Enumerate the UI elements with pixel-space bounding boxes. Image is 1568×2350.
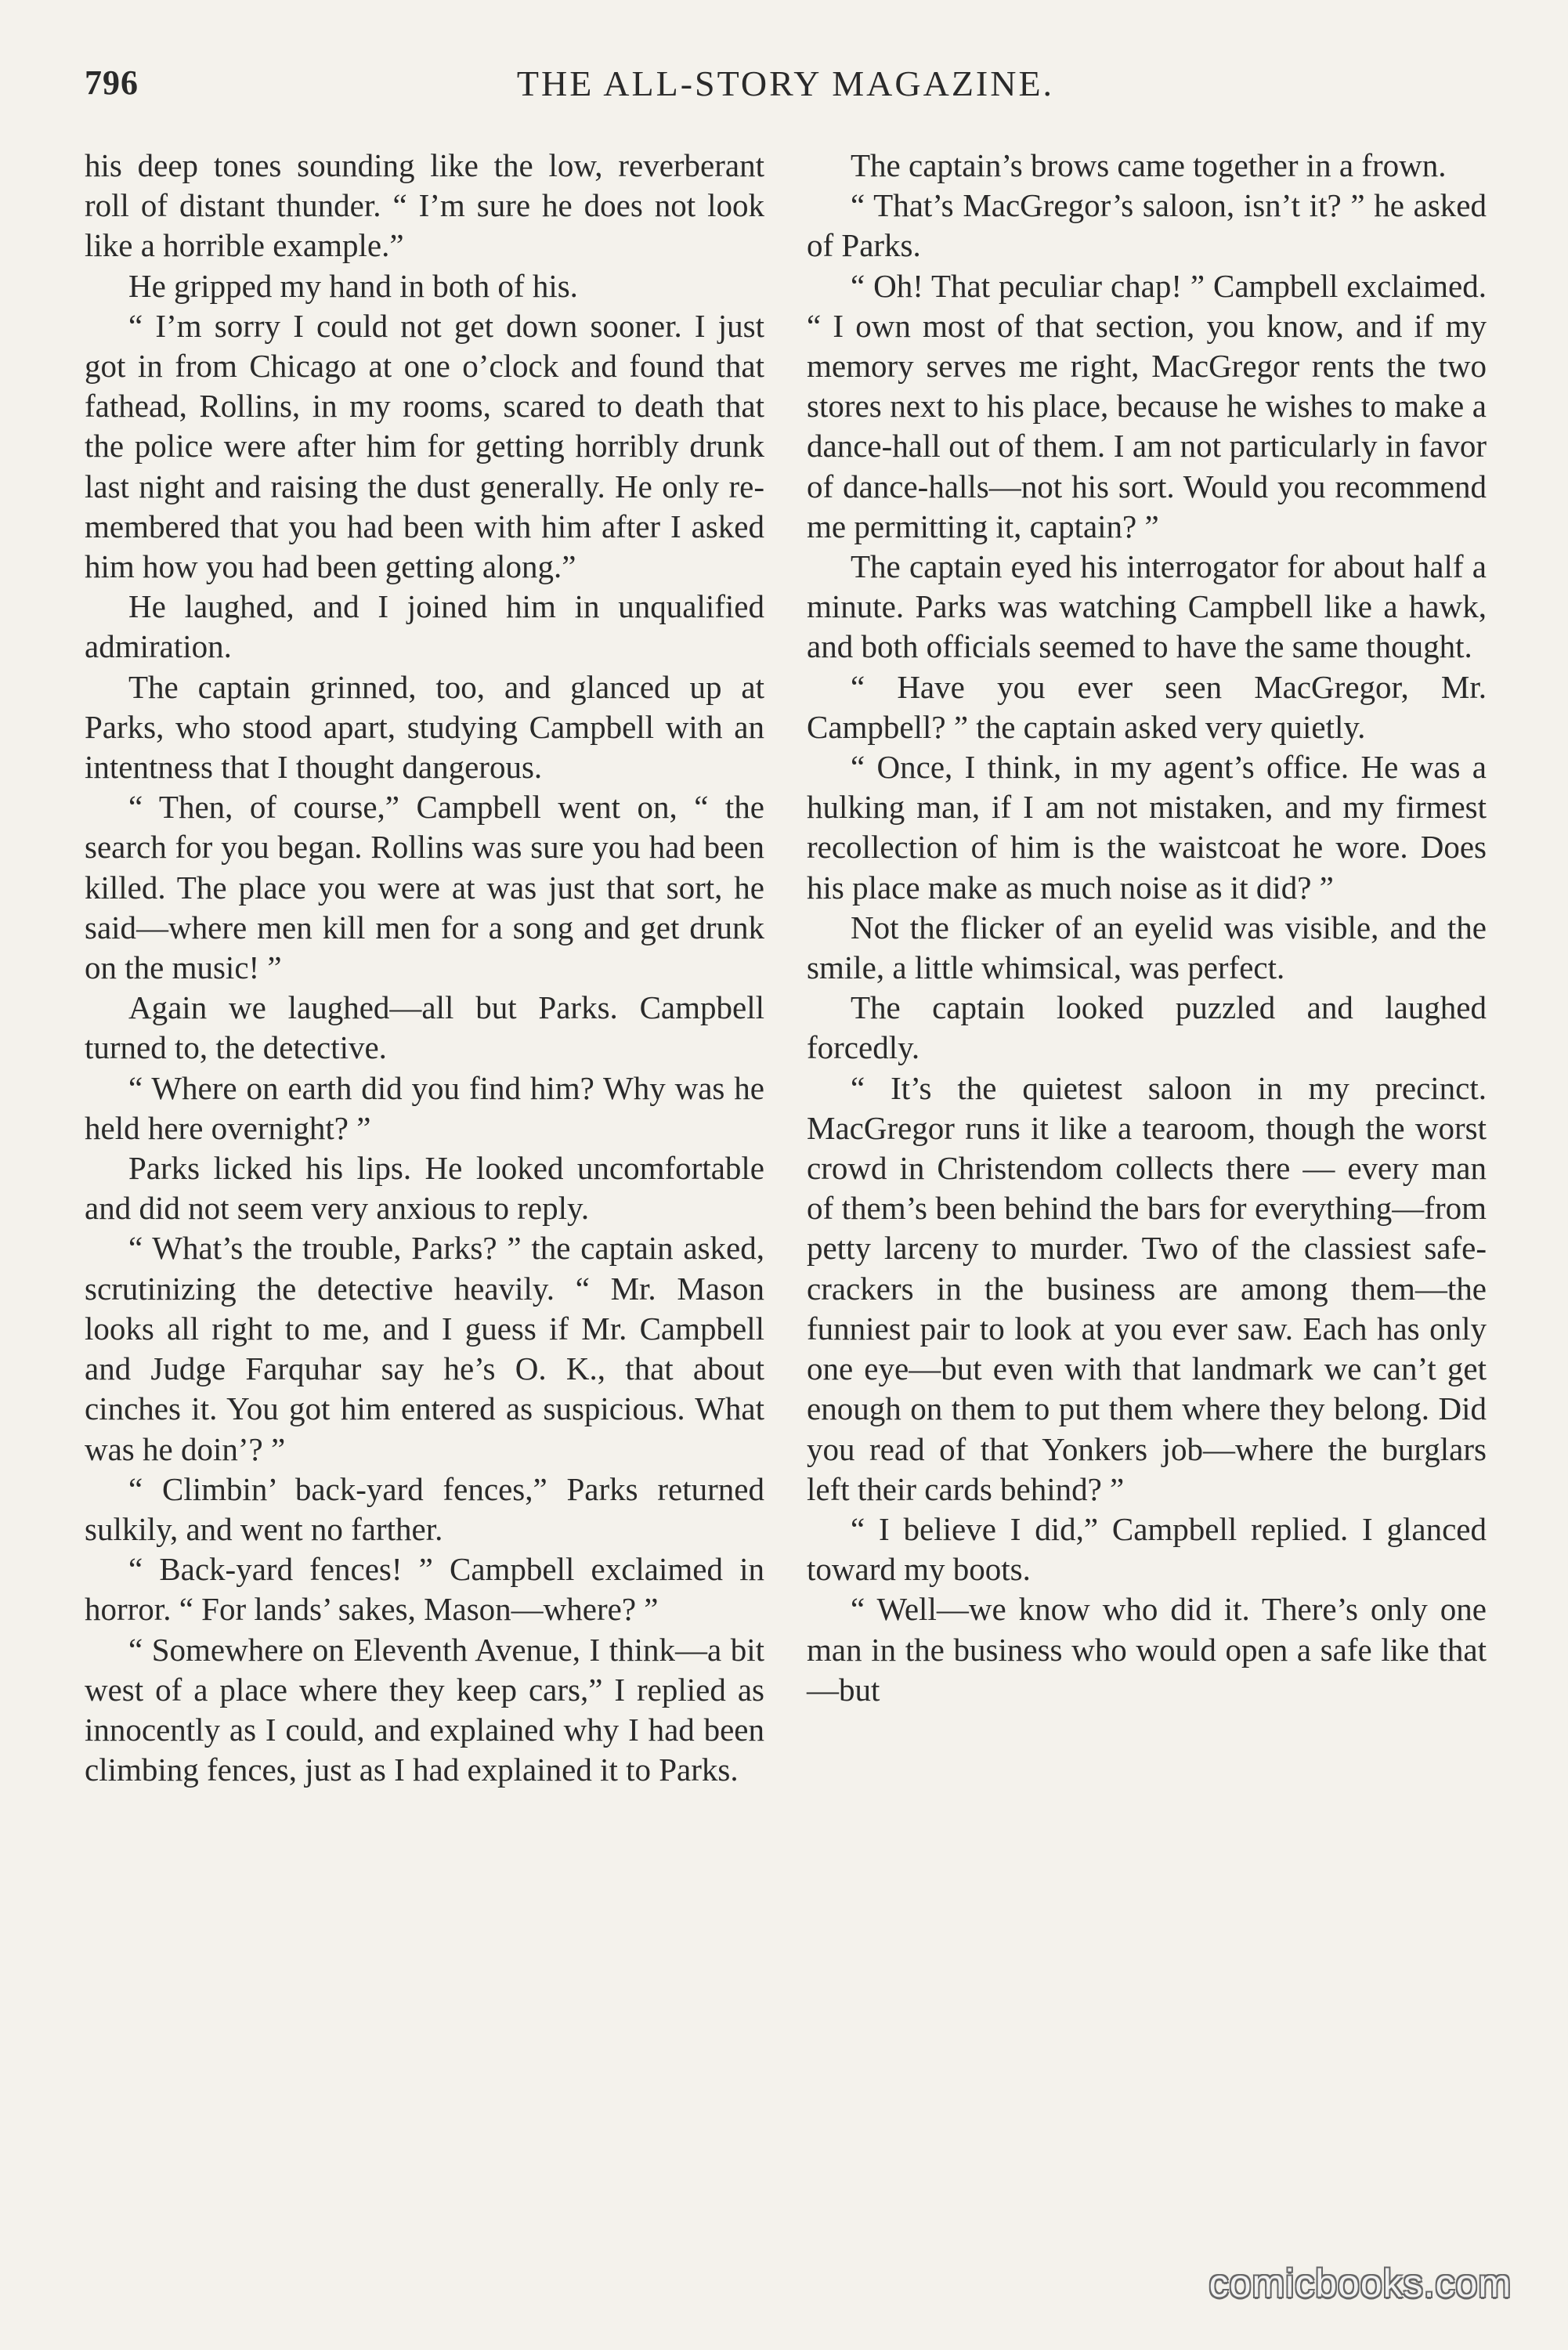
paragraph: Again we laughed—all but Parks. Campbell turned to, the detective. bbox=[85, 989, 764, 1066]
paragraph: “ That’s MacGregor’s saloon, isn’t it? ” he asked of Parks. bbox=[807, 187, 1487, 264]
paragraph: “ Oh! That peculiar chap! ” Campbell exclaimed. “ I own most of that section, you know, and if my memory serves me right, MacGregor rents the two stores next to his place, because he wishes to make a dance-hall out of them. I am not particularly in favor of dance-halls—not his sort. Would you recommend me permitting it, captain? ” bbox=[807, 267, 1487, 544]
page-number: 796 bbox=[85, 63, 139, 102]
paragraph: “ Have you ever seen MacGregor, Mr. Campbell? ” the captain asked very quietly. bbox=[807, 668, 1487, 745]
page-header bbox=[85, 60, 1487, 114]
paragraph: “ Then, of course,” Campbell went on, “ the search for you began. Rollins was sure you had been killed. The place you were at was just that sort, he said—where men kill men for a song and get drunk on the music! ” bbox=[85, 789, 764, 986]
watermark: comicbooks.com bbox=[1209, 2261, 1512, 2305]
paragraph: The captain’s brows came together in a frown. bbox=[851, 147, 1447, 183]
paragraph: “ Somewhere on Eleventh Avenue, I think—a bit west of a place where they keep cars,” I replied as innocently as I could, and explained why I had been climbing fences, just as I had explained it to Parks. bbox=[85, 1631, 764, 1788]
paragraph: He laughed, and I joined him in unqualified admiration. bbox=[85, 588, 764, 665]
paragraph: “ Well—we know who did it. There’s only one man in the business who would open a safe like that—but bbox=[807, 1591, 1487, 1708]
paragraph: The captain grinned, too, and glanced up at Parks, who stood apart, studying Campbell with an intentness that I thought dangerous. bbox=[85, 668, 764, 786]
paragraph: The captain eyed his interrogator for about half a minute. Parks was watching Campbell like a hawk, and both officials seemed to have the same thought. bbox=[807, 548, 1487, 665]
paragraph: “ Once, I think, in my agent’s office. He was a hulking man, if I am not mistaken, and my firmest recollection of him is the waistcoat he wore. Does his place make as much noise as it did? ” bbox=[807, 749, 1487, 906]
paragraph: The captain looked puzzled and laughed forcedly. bbox=[807, 989, 1487, 1066]
paragraph: “ Climbin’ back-yard fences,” Parks returned sulkily, and went no farther. bbox=[85, 1470, 764, 1547]
paragraph: Not the flicker of an eyelid was visible, and the smile, a little whimsical, was perfect. bbox=[807, 909, 1487, 986]
paragraph: “ I believe I did,” Campbell replied. I glanced toward my boots. bbox=[807, 1510, 1487, 1588]
paragraph: “ Where on earth did you find him? Why was he held here overnight? ” bbox=[85, 1069, 764, 1146]
paragraph: “ What’s the trouble, Parks? ” the captain asked, scrutinizing the detective heavily. “ Mr. Mason looks all right to me, and I guess if Mr. Campbell and Judge Farquhar say he’s O. K., that about cinches it. You got him entered as suspicious. What was he doin’? ” bbox=[85, 1230, 764, 1467]
right-column bbox=[807, 146, 1487, 1710]
paragraph: “ I’m sorry I could not get down sooner. I just got in from Chicago at one o’clock and found that fathead, Rollins, in my rooms, scared to death that the police were after him for getting horribly drunk last night and raising the dust generally. He only remembered that you had been with him after I asked him how you had been getting along.” bbox=[85, 307, 764, 585]
paragraph: Parks licked his lips. He looked uncomfortable and did not seem very anxious to reply. bbox=[85, 1150, 764, 1227]
left-column bbox=[85, 146, 764, 1790]
paragraph: his deep tones sounding like the low, reverberant roll of distant thunder. “ I’m sure he does not look like a horrible example.” bbox=[85, 147, 764, 264]
running-head: THE ALL-STORY MAGAZINE. bbox=[516, 63, 1055, 103]
paragraph: “ It’s the quietest saloon in my precinct. MacGregor runs it like a tearoom, though the worst crowd in Christendom collects there — every man of them’s been behind the bars for everything—from petty larceny to murder. Two of the classiest safecrackers in the business are among them—the funniest pair to look at you ever saw. Each has only one eye—but even with that landmark we can’t get enough on them to put them where they belong. Did you read of that Yonkers job—where the burglars left their cards behind? ” bbox=[807, 1069, 1487, 1507]
paragraph: “ Back-yard fences! ” Campbell exclaimed in horror. “ For lands’ sakes, Mason—where? ” bbox=[85, 1551, 764, 1628]
paragraph: He gripped my hand in both of his. bbox=[128, 267, 578, 304]
